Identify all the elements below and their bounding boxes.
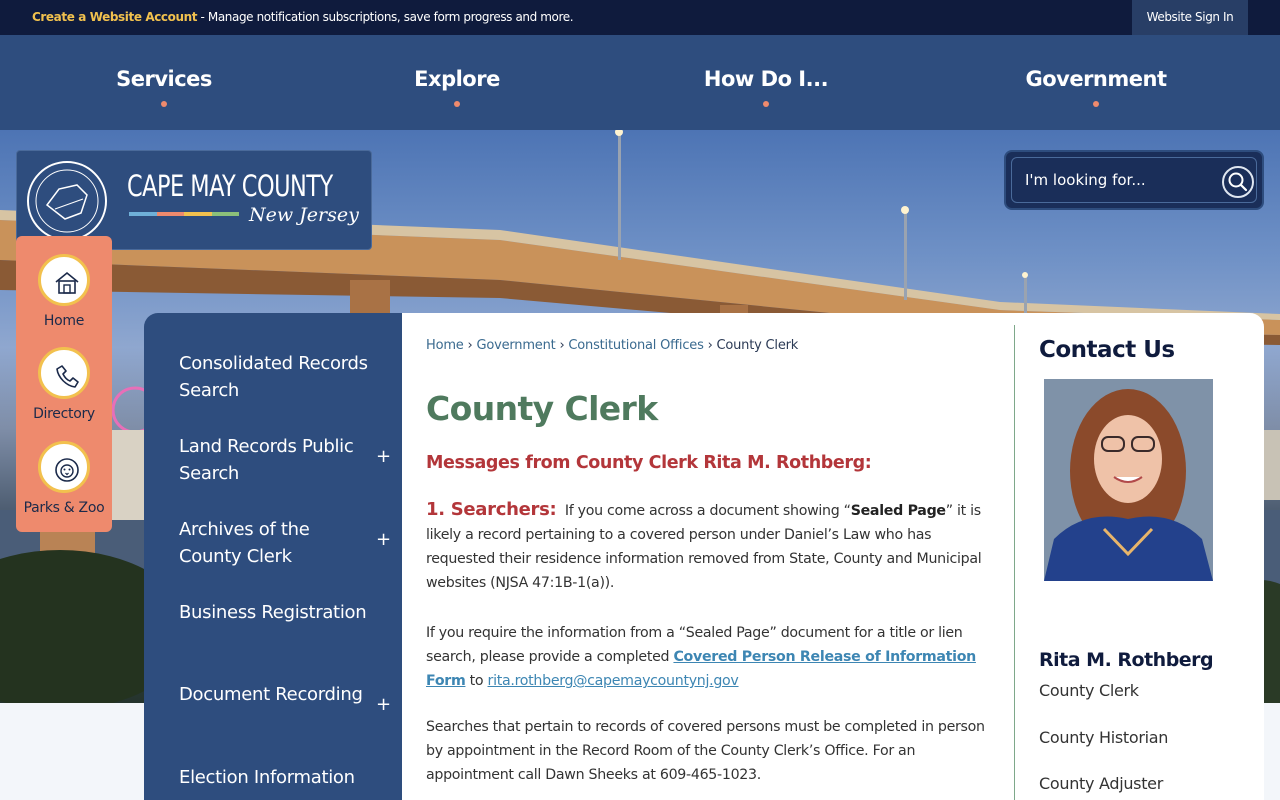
main-content — [402, 313, 1264, 800]
quicklink-directory-label: Directory — [33, 406, 95, 422]
contact-role: County Clerk — [1039, 681, 1139, 700]
content-divider — [1014, 325, 1015, 800]
nav-services[interactable] — [104, 67, 224, 107]
sidenav-item-consolidated-records[interactable]: Consolidated Records Search — [179, 353, 368, 401]
breadcrumb-separator: › — [707, 338, 713, 353]
account-message-text: - Manage notification subscriptions, save form progress and more. — [197, 10, 574, 24]
sidenav-item-land-records[interactable]: Land Records Public Search — [179, 436, 354, 484]
account-message — [32, 10, 573, 24]
top-utility-bar — [0, 0, 1280, 35]
nav-dot — [161, 101, 167, 107]
nav-government-label: Government — [1025, 67, 1167, 91]
sidenav-item-archives[interactable]: Archives of the County Clerk — [179, 519, 310, 567]
contact-role: County Adjuster — [1039, 774, 1164, 793]
quicklink-directory[interactable] — [16, 347, 112, 422]
p2-text-b: to — [465, 673, 488, 689]
home-icon-circle — [38, 254, 90, 306]
section-side-nav — [144, 313, 402, 800]
searchers-label: 1. Searchers: — [426, 499, 557, 520]
county-seal-icon — [25, 159, 109, 243]
main-navigation — [0, 35, 1280, 130]
clerk-email-link[interactable]: rita.rothberg@capemaycountynj.gov — [487, 673, 739, 689]
nav-dot — [763, 101, 769, 107]
clerk-photo — [1044, 379, 1213, 581]
contact-role: County Historian — [1039, 728, 1169, 747]
expand-archives-button[interactable]: + — [376, 529, 392, 550]
sealed-page-paragraph — [426, 621, 991, 693]
nav-dot — [1093, 101, 1099, 107]
breadcrumb-home[interactable]: Home — [426, 338, 464, 353]
breadcrumb-separator: › — [467, 338, 473, 353]
breadcrumb — [426, 338, 798, 353]
phone-icon — [53, 362, 81, 390]
website-sign-in-button[interactable]: Website Sign In — [1132, 0, 1248, 35]
appointment-paragraph: Searches that pertain to records of covered persons must be completed in person by appointment in the Record Room of the County Clerk’s Office. For an appointment call Dawn Sheeks at 609-465-1023. — [426, 719, 985, 783]
nav-government[interactable] — [1018, 67, 1174, 107]
quicklink-home[interactable] — [16, 254, 112, 329]
sidenav-item-business-registration[interactable]: Business Registration — [179, 602, 367, 623]
quicklink-parks-zoo[interactable] — [16, 441, 112, 516]
site-search — [1004, 150, 1264, 210]
quicklink-home-label: Home — [43, 313, 85, 329]
search-box — [1011, 157, 1257, 203]
sidenav-item-document-recording[interactable]: Document Recording — [179, 684, 363, 705]
lion-icon — [53, 456, 81, 484]
nav-services-label: Services — [116, 67, 212, 91]
page-title: County Clerk — [426, 389, 658, 428]
p1-text-b: ” it is likely a record pertaining to a covered person under Daniel’s Law who has requested their residence information removed from State, County and Municipal websites (NJSA 47:1B-1(a)). — [426, 503, 982, 591]
quicklink-parks-zoo-label: Parks & Zoo — [23, 500, 105, 516]
nav-how-do-i[interactable] — [696, 67, 836, 107]
portrait-image — [1044, 379, 1213, 581]
messages-heading: Messages from County Clerk Rita M. Rothberg: — [426, 453, 872, 473]
create-account-link[interactable]: Create a Website Account — [32, 10, 198, 24]
breadcrumb-government[interactable]: Government — [476, 338, 556, 353]
p2-text-a: If you require the information from a “Sealed Page” document for a title or lien search, please provide a completed — [426, 625, 963, 665]
lion-icon-circle — [38, 441, 90, 493]
logo-color-stripes — [129, 212, 239, 216]
search-input[interactable] — [1025, 171, 1215, 189]
logo-title: CAPE MAY COUNTY — [127, 169, 333, 203]
sidenav-item-election-information[interactable]: Election Information — [179, 767, 355, 788]
sealed-page-text: Sealed Page — [850, 503, 946, 519]
breadcrumb-constitutional-offices[interactable]: Constitutional Offices — [568, 338, 704, 353]
release-form-link[interactable]: Covered Person Release of Information Form — [426, 649, 976, 689]
search-button[interactable] — [1222, 166, 1254, 198]
search-icon — [1224, 168, 1252, 196]
p1-text-a: If you come across a document showing “ — [564, 503, 851, 519]
phone-icon-circle — [38, 347, 90, 399]
nav-explore[interactable] — [400, 67, 514, 107]
expand-land-records-button[interactable]: + — [376, 446, 392, 467]
county-logo[interactable] — [16, 150, 372, 250]
home-icon — [53, 269, 81, 297]
nav-explore-label: Explore — [414, 67, 500, 91]
contact-name: Rita M. Rothberg — [1039, 649, 1214, 671]
logo-subtitle: New Jersey — [249, 204, 359, 226]
breadcrumb-current: County Clerk — [716, 338, 799, 353]
nav-dot — [454, 101, 460, 107]
contact-us-heading: Contact Us — [1039, 337, 1175, 363]
searchers-paragraph — [426, 498, 991, 595]
breadcrumb-separator: › — [559, 338, 565, 353]
nav-how-do-i-label: How Do I... — [703, 67, 829, 91]
expand-document-recording-button[interactable]: + — [376, 694, 392, 715]
quick-links-panel — [16, 236, 112, 532]
